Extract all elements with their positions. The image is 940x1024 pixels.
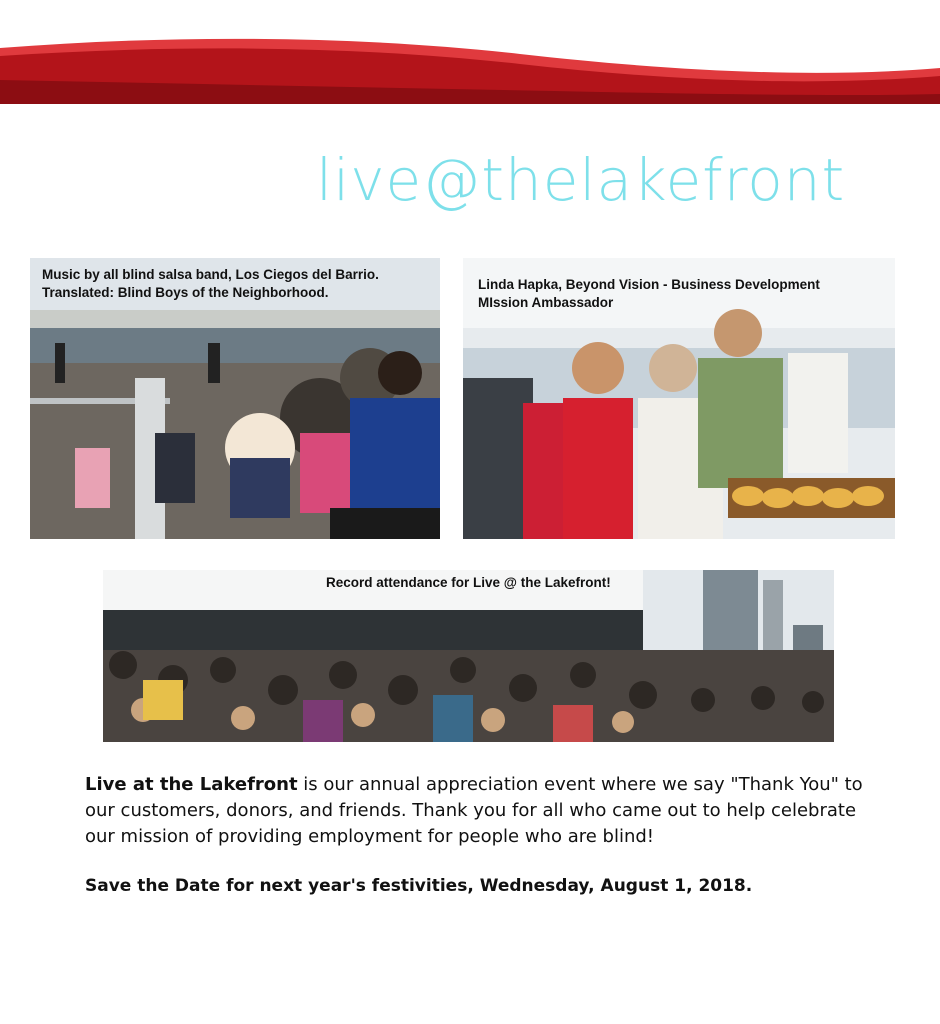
photo-caption-2: Linda Hapka, Beyond Vision - Business Development MIssion Ambassador — [478, 277, 820, 310]
photo-record-attendance — [103, 570, 834, 742]
save-the-date: Save the Date for next year's festivities, Wednesday, August 1, 2018. — [85, 876, 753, 896]
article-paragraph — [85, 772, 885, 850]
page-title: live@thelakefront — [316, 146, 846, 214]
photo-caption-3: Record attendance for Live @ the Lakefront! — [326, 575, 611, 590]
photo-caption-1: Music by all blind salsa band, Los Ciegos del Barrio. Translated: Blind Boys of the Neighborhood. — [42, 267, 379, 300]
article-lead-rest: is our annual appreciation event where we say "Thank You" to our customers, donors, and friends. Thank you for all who came out to help celebrate our mission of providing employment for people who are blind! — [85, 774, 863, 847]
article-lead-bold: Live at the Lakefront — [85, 774, 298, 795]
header-wave-banner — [0, 0, 940, 110]
